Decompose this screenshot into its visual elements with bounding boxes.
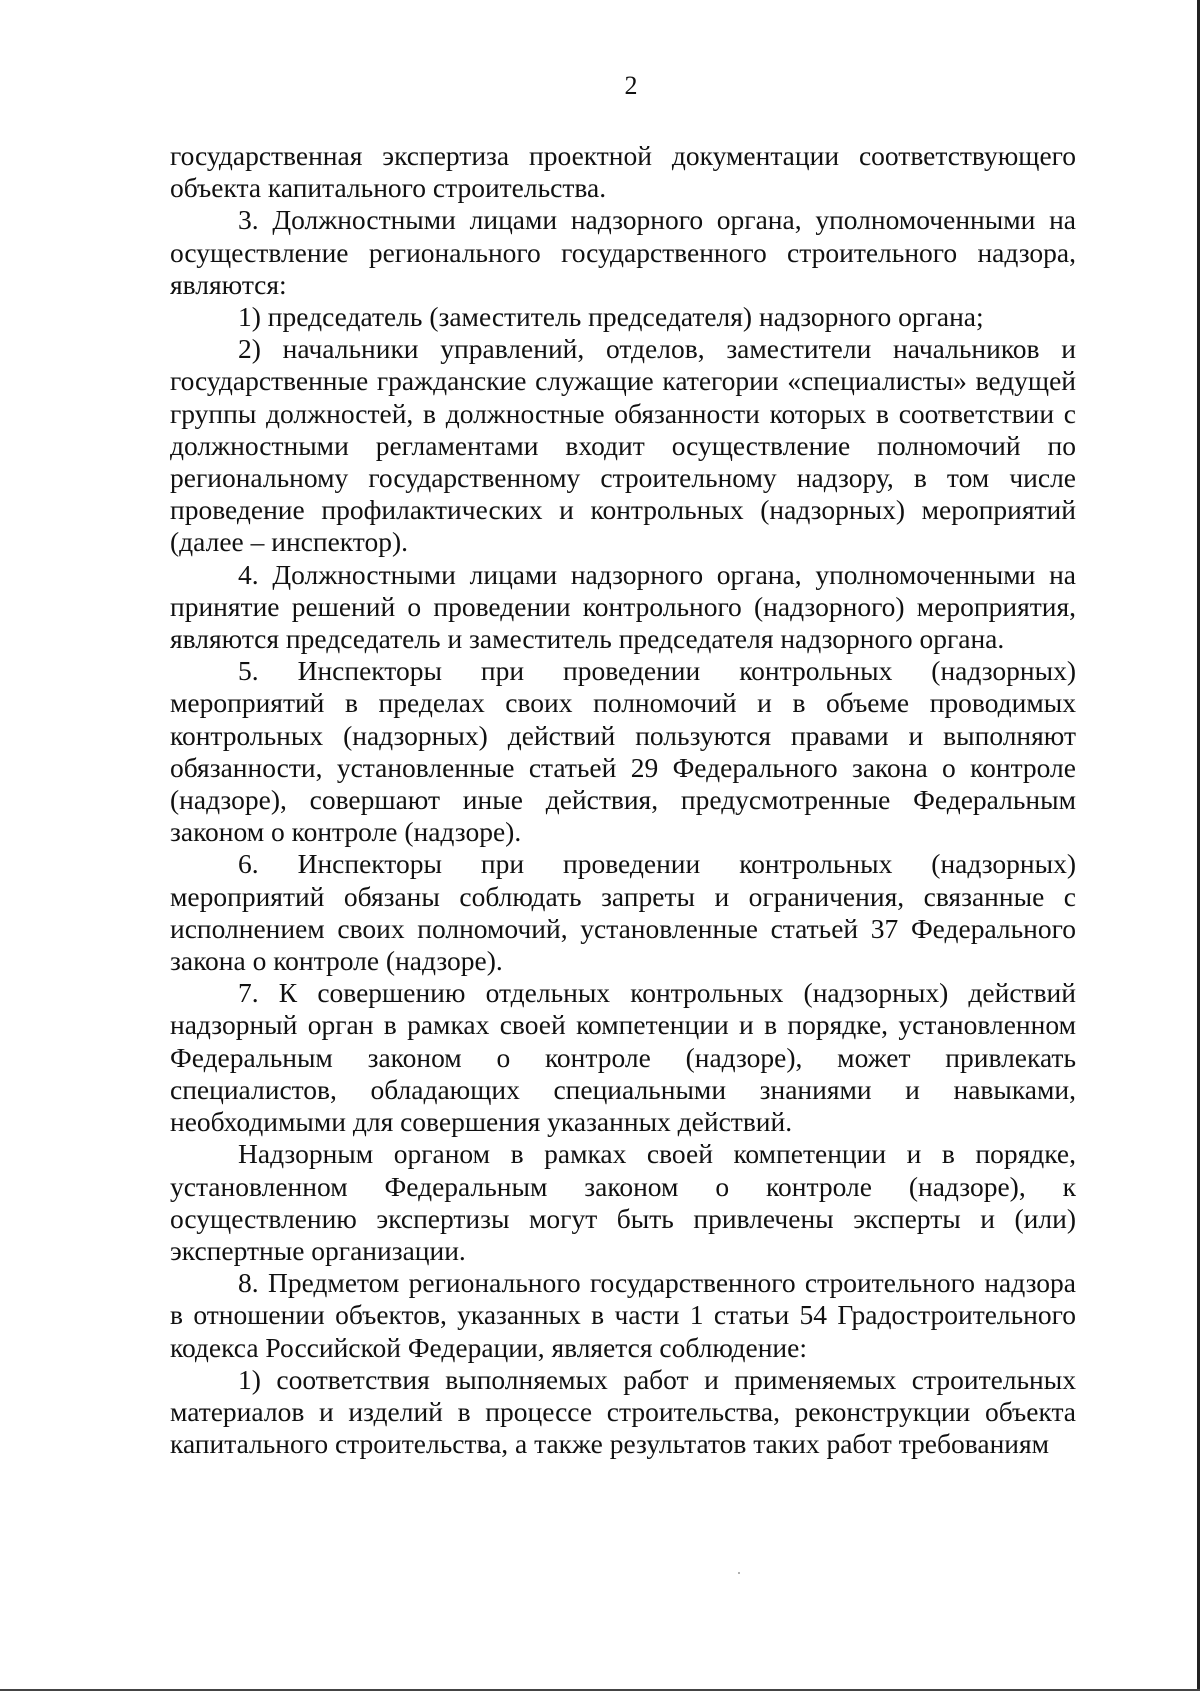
paragraph-subitem-3-1: 1) председатель (заместитель председателя) надзорного органа; <box>238 301 984 333</box>
paragraph-item-7-expertise: Надзорным органом в рамках своей компетенции и в порядке, установленном Федеральным законом о контроле (надзоре), к осуществлению экспертизы могут быть привлечены эксперты и (или) экспертные организации. <box>170 1138 1076 1266</box>
page-number: 2 <box>624 71 638 100</box>
paragraph-item-7: 7. К совершению отдельных контрольных (надзорных) действий надзорный орган в рамках своей компетенции и в порядке, установленном Федеральным законом о контроле (надзоре), может привлекать специалистов, обладающих специальными знаниями и навыками, необходимыми для совершения указанных действий. <box>170 977 1076 1138</box>
paragraph-continuation: государственная экспертиза проектной документации соответствующего объекта капитального строительства. <box>170 140 1076 204</box>
paragraph-item-4: 4. Должностными лицами надзорного органа, уполномоченными на принятие решений о проведении контрольного (надзорного) мероприятия, являются председатель и заместитель председателя надзорного органа. <box>170 558 1076 655</box>
paragraph-item-3: 3. Должностными лицами надзорного органа, уполномоченными на осуществление регионального государственного строительного надзора, являются: <box>170 204 1076 300</box>
paragraph-item-5: 5. Инспекторы при проведении контрольных (надзорных) мероприятий в пределах своих полномочий и в объеме проводимых контрольных (надзорных) действий пользуются правами и выполняют обязанности, установленные статьей 29 Федерального закона о контроле (надзоре), совершают иные действия, предусмотренные Федеральным законом о контроле (надзоре). <box>170 655 1076 848</box>
paragraph-item-6: 6. Инспекторы при проведении контрольных (надзорных) мероприятий обязаны соблюдать запреты и ограничения, связанные с исполнением своих полномочий, установленные статьей 37 Федерального закона о контроле (надзоре). <box>170 848 1076 977</box>
paragraph-subitem-8-1: 1) соответствия выполняемых работ и применяемых строительных материалов и изделий в процессе строительства, реконструкции объекта капитального строительства, а также результатов таких работ требованиям <box>170 1363 1076 1460</box>
paragraph-subitem-3-2: 2) начальники управлений, отделов, заместители начальников и государственные гражданские служащие категории «специалисты» ведущей группы должностей, в должностные обязанности которых в соответствии с должностными регламентами входит осуществление полномочий по региональному государственному строительному надзору, в том числе проведение профилактических и контрольных (надзорных) мероприятий (далее – инспектор). <box>170 333 1076 558</box>
scan-speck <box>738 1572 740 1574</box>
document-body <box>170 140 1076 1460</box>
paragraph-item-8: 8. Предметом регионального государственного строительного надзора в отношении объектов, указанных в части 1 статьи 54 Градостроительного кодекса Российской Федерации, является соблюдение: <box>170 1267 1076 1363</box>
